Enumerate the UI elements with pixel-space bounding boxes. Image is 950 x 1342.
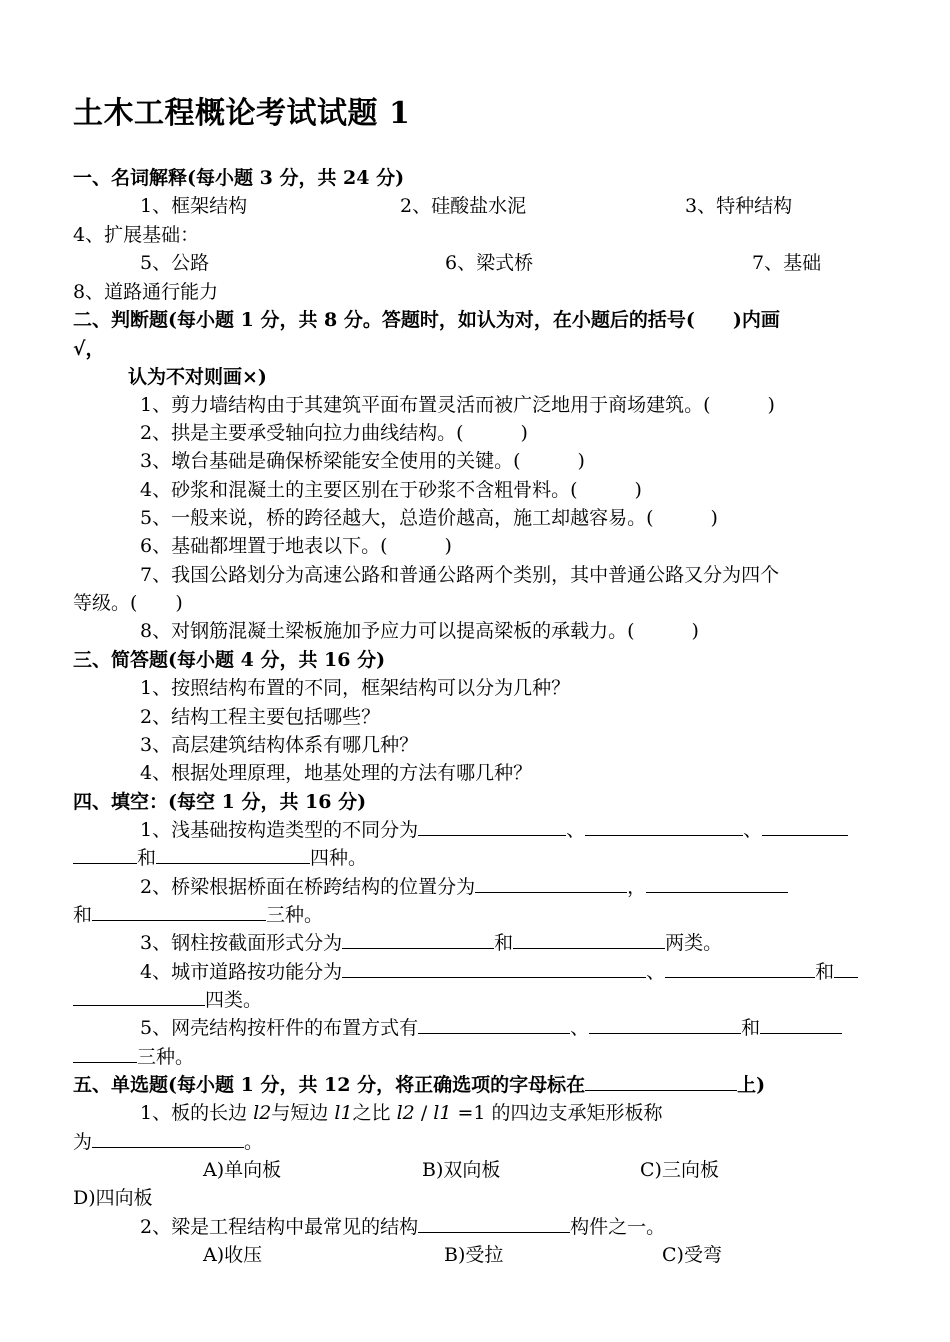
- term-2: 2、硅酸盐水泥: [400, 195, 527, 217]
- judge-question-3: 3、墩台基础是确保桥梁能安全使用的关键。( ): [140, 450, 585, 472]
- judge-question-7-line-1: 7、我国公路划分为高速公路和普通公路两个类别，其中普通公路又分为四个: [140, 564, 780, 586]
- answer-blank[interactable]: [589, 1015, 741, 1034]
- short-question-4: 4、根据处理原理，地基处理的方法有哪几种？: [140, 762, 533, 784]
- fill-question-5-end: 三种。: [137, 1046, 195, 1068]
- conjunction: 和: [137, 847, 157, 869]
- choice-question-1-end: 。: [244, 1131, 264, 1153]
- answer-blank[interactable]: [92, 902, 266, 921]
- variable-l1: l1: [334, 1102, 353, 1124]
- fill-question-2-text: 2、桥梁根据桥面在桥跨结构的位置分为: [140, 876, 476, 898]
- variable-l2: l2: [396, 1102, 415, 1124]
- fill-question-4-text: 4、城市道路按功能分为: [140, 961, 343, 983]
- term-6: 6、梁式桥: [445, 252, 534, 274]
- section-5-heading-part-b: 上): [737, 1074, 766, 1096]
- answer-blank[interactable]: [646, 874, 788, 893]
- short-question-3: 3、高层建筑结构体系有哪几种？: [140, 734, 419, 756]
- judge-question-7-line-2: 等级。( ): [73, 592, 183, 614]
- section-2-heading-check: √，: [73, 338, 105, 360]
- answer-blank[interactable]: [342, 930, 494, 949]
- choice-option-c: C)三向板: [640, 1159, 719, 1181]
- answer-blank[interactable]: [418, 817, 566, 836]
- term-1: 1、框架结构: [140, 195, 248, 217]
- fill-question-3: [140, 930, 722, 956]
- section-2-heading: [73, 307, 780, 333]
- fill-question-2-line-1: [140, 874, 788, 900]
- section-1-heading: 一、名词解释(每小题 3 分，共 24 分): [73, 167, 405, 189]
- fill-question-3-end: 两类。: [665, 932, 723, 954]
- term-8: 8、道路通行能力: [73, 281, 219, 303]
- answer-blank[interactable]: [762, 817, 848, 836]
- choice-question-2-end: 构件之一。: [570, 1216, 666, 1238]
- separator: 、: [743, 819, 763, 841]
- choice-option-a: A)单向板: [203, 1159, 282, 1181]
- conjunction: 和: [494, 932, 514, 954]
- answer-blank[interactable]: [92, 1129, 244, 1148]
- term-7: 7、基础: [752, 252, 822, 274]
- short-question-1: 1、按照结构布置的不同，框架结构可以分为几种？: [140, 677, 571, 699]
- choice-option-b: B)受拉: [444, 1244, 504, 1266]
- choice-question-1-text: 为: [73, 1131, 93, 1153]
- slash: /: [420, 1102, 428, 1124]
- fill-question-5-line-1: [140, 1015, 842, 1041]
- answer-blank[interactable]: [73, 1044, 137, 1063]
- separator: 、: [570, 1017, 590, 1039]
- fill-question-5-text: 5、网壳结构按杆件的布置方式有: [140, 1017, 419, 1039]
- answer-blank[interactable]: [418, 1015, 570, 1034]
- judge-question-5: 5、一般来说，桥的跨径越大，总造价越高，施工却越容易。( ): [140, 507, 718, 529]
- choice-question-1-text: 与短边: [271, 1102, 329, 1124]
- choice-question-1-text: 之比: [352, 1102, 391, 1124]
- separator: 、: [646, 961, 666, 983]
- judge-question-8: 8、对钢筋混凝土梁板施加予应力可以提高梁板的承载力。( ): [140, 620, 699, 642]
- conjunction: 和: [73, 904, 93, 926]
- fill-question-1-end: 四种。: [310, 847, 368, 869]
- choice-question-1-text: 1、板的长边: [140, 1102, 248, 1124]
- choice-question-2: [140, 1214, 665, 1240]
- section-2-heading-part-b: )内画: [732, 309, 780, 331]
- fill-question-1-line-2: [73, 845, 367, 871]
- answer-blank[interactable]: [834, 959, 858, 978]
- fill-question-4-end: 四类。: [205, 989, 263, 1011]
- choice-question-1-line-1: [140, 1100, 663, 1126]
- judge-question-6: 6、基础都埋置于地表以下。( ): [140, 535, 452, 557]
- choice-option-c: C)受弯: [662, 1244, 722, 1266]
- choice-question-1-line-2: [73, 1129, 263, 1155]
- fill-question-1-line-1: [140, 817, 848, 843]
- exam-title: 土木工程概论考试试题 1: [73, 96, 411, 131]
- short-question-2: 2、结构工程主要包括哪些？: [140, 706, 381, 728]
- answer-blank[interactable]: [585, 817, 743, 836]
- section-4-heading: 四、填空：(每空 1 分，共 16 分): [73, 791, 367, 813]
- answer-blank[interactable]: [73, 845, 137, 864]
- term-5: 5、公路: [140, 252, 210, 274]
- choice-option-a: A)收压: [203, 1244, 263, 1266]
- variable-l1: l1: [433, 1102, 452, 1124]
- answer-blank[interactable]: [156, 845, 310, 864]
- separator: ，: [627, 876, 647, 898]
- variable-l2: l2: [253, 1102, 272, 1124]
- choice-option-b: B)双向板: [422, 1159, 501, 1181]
- term-3: 3、特种结构: [685, 195, 793, 217]
- term-4: 4、扩展基础：: [73, 224, 200, 246]
- answer-blank[interactable]: [342, 959, 646, 978]
- conjunction: 和: [815, 961, 835, 983]
- answer-blank[interactable]: [760, 1015, 842, 1034]
- answer-blank[interactable]: [665, 959, 815, 978]
- answer-blank[interactable]: [418, 1214, 570, 1233]
- answer-blank[interactable]: [73, 987, 205, 1006]
- section-3-heading: 三、简答题(每小题 4 分，共 16 分): [73, 649, 386, 671]
- choice-option-d: D)四向板: [73, 1187, 153, 1209]
- fill-question-2-line-2: [73, 902, 323, 928]
- fill-question-5-line-2: [73, 1044, 194, 1070]
- answer-blank[interactable]: [513, 930, 665, 949]
- choice-question-1-text: =1 的四边支承矩形板称: [457, 1102, 663, 1124]
- answer-blank: [585, 1072, 737, 1091]
- judge-question-1: 1、剪力墙结构由于其建筑平面布置灵活而被广泛地用于商场建筑。( ): [140, 394, 775, 416]
- section-2-heading-part-a: 二、判断题(每小题 1 分，共 8 分。答题时，如认为对，在小题后的括号(: [73, 309, 695, 331]
- fill-question-4-line-1: [140, 959, 858, 985]
- fill-question-1-text: 1、浅基础按构造类型的不同分为: [140, 819, 419, 841]
- answer-blank[interactable]: [475, 874, 627, 893]
- judge-question-4: 4、砂浆和混凝土的主要区别在于砂浆不含粗骨料。( ): [140, 479, 642, 501]
- fill-question-2-end: 三种。: [266, 904, 324, 926]
- fill-question-4-line-2: [73, 987, 262, 1013]
- fill-question-3-text: 3、钢柱按截面形式分为: [140, 932, 343, 954]
- separator: 、: [566, 819, 586, 841]
- section-2-heading-cross: 认为不对则画×): [128, 366, 267, 388]
- section-5-heading: [73, 1072, 765, 1098]
- choice-question-2-text: 2、梁是工程结构中最常见的结构: [140, 1216, 419, 1238]
- judge-question-2: 2、拱是主要承受轴向拉力曲线结构。( ): [140, 422, 528, 444]
- conjunction: 和: [741, 1017, 761, 1039]
- section-5-heading-part-a: 五、单选题(每小题 1 分，共 12 分，将正确选项的字母标在: [73, 1074, 586, 1096]
